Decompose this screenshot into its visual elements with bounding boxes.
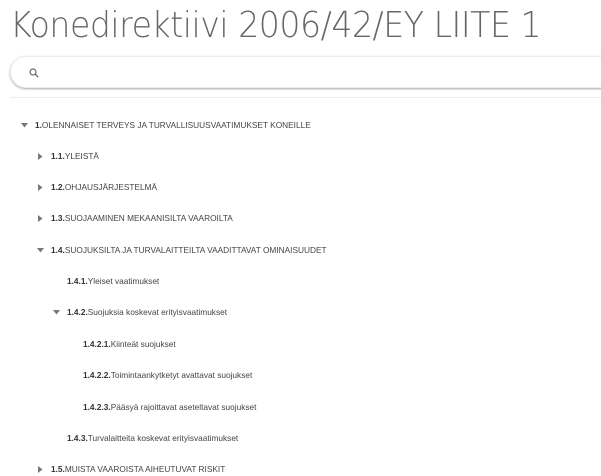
tree-node-1-3[interactable]: 1.3. SUOJAAMINEN MEKAANISILTA VAAROILTA [35, 211, 233, 225]
tree-node-1-4-2[interactable]: 1.4.2. Suojuksia koskevat erityisvaatimukset [51, 305, 227, 319]
tree-node-1-4[interactable]: 1.4. SUOJUKSILTA JA TURVALAITTEILTA VAADITTAVAT OMINAISUUDET [35, 243, 327, 257]
divider [10, 97, 601, 98]
tree-node-1-4-1[interactable]: 1.4.1. Yleiset vaatimukset [67, 276, 160, 286]
tree-node-label: MUISTA VAAROISTA AIHEUTUVAT RISKIT [64, 464, 226, 474]
search-icon[interactable] [29, 65, 38, 74]
tree-node-1-4-2-1[interactable]: 1.4.2.1. Kiinteät suojukset [83, 339, 176, 349]
page-title: Konedirektiivi 2006/42/EY LIITE 1 [10, 5, 542, 46]
search-input[interactable] [51, 61, 595, 85]
tree-node-1-4-2-3[interactable]: 1.4.2.3. Pääsyä rajoittavat aseteltavat suojukset [83, 402, 257, 412]
tree-node-1-2[interactable]: 1.2. OHJAUSJÄRJESTELMÄ [35, 180, 157, 194]
tree-node-1[interactable]: 1. OLENNAISET TERVEYS JA TURVALLISUUSVAATIMUKSET KONEILLE [19, 118, 311, 132]
tree-node-label: SUOJAAMINEN MEKAANISILTA VAAROILTA [64, 213, 233, 223]
tree-node-1-4-3[interactable]: 1.4.3. Turvalaitteita koskevat erityisvaatimukset [67, 433, 239, 443]
tree-node-label: Toimintaankytketyt avattavat suojukset [110, 370, 253, 380]
tree-node-label: Kiinteät suojukset [110, 339, 176, 349]
tree-node-label: Yleiset vaatimukset [87, 276, 160, 286]
tree-node-label: YLEISTÄ [64, 151, 99, 161]
tree-node-label: SUOJUKSILTA JA TURVALAITTEILTA VAADITTAVAT OMINAISUUDET [64, 245, 327, 255]
caret-right-icon[interactable] [35, 213, 45, 223]
caret-right-icon[interactable] [35, 464, 45, 474]
tree-node-label: Turvalaitteita koskevat erityisvaatimukset [87, 433, 239, 443]
caret-down-icon[interactable] [19, 120, 29, 130]
tree-node-label: OLENNAISET TERVEYS JA TURVALLISUUSVAATIMUKSET KONEILLE [41, 120, 311, 130]
tree-node-1-5[interactable]: 1.5. MUISTA VAAROISTA AIHEUTUVAT RISKIT [35, 462, 225, 476]
caret-down-icon[interactable] [51, 307, 61, 317]
tree-node-label: Suojuksia koskevat erityisvaatimukset [87, 307, 228, 317]
caret-right-icon[interactable] [35, 182, 45, 192]
tree-node-label: OHJAUSJÄRJESTELMÄ [64, 182, 158, 192]
tree-node-1-4-2-2[interactable]: 1.4.2.2. Toimintaankytketyt avattavat suojukset [83, 370, 253, 380]
search-bar[interactable] [10, 56, 601, 88]
caret-right-icon[interactable] [35, 151, 45, 161]
caret-down-icon[interactable] [35, 245, 45, 255]
tree-node-1-1[interactable]: 1.1. YLEISTÄ [35, 149, 99, 163]
tree-node-label: Pääsyä rajoittavat aseteltavat suojukset [110, 402, 257, 412]
